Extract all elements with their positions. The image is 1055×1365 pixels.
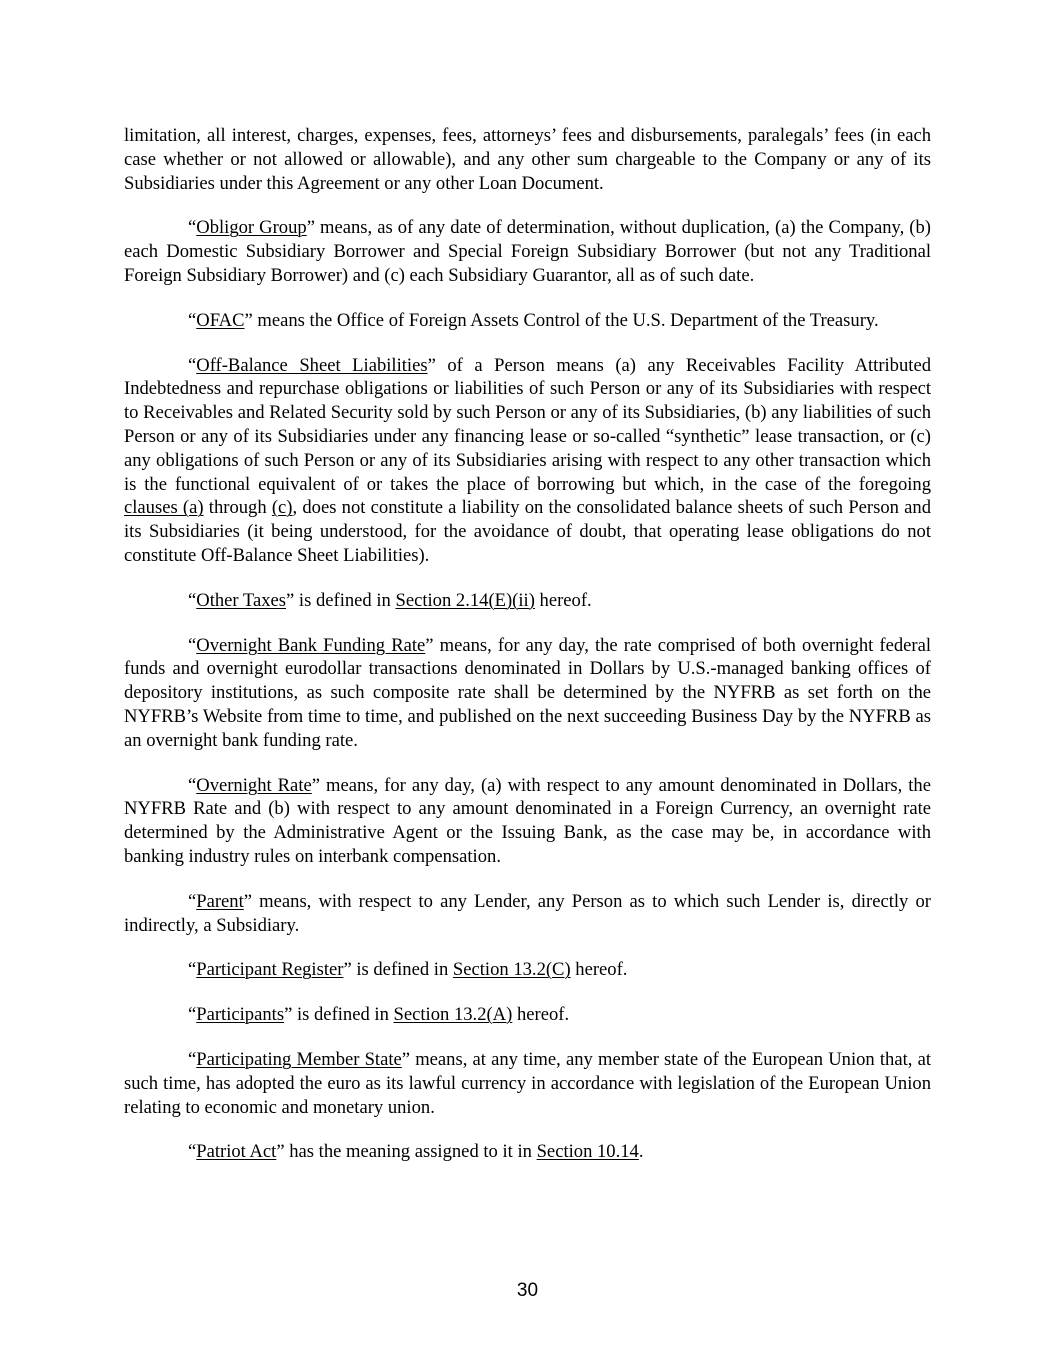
defined-term: Off-Balance Sheet Liabilities <box>196 354 428 376</box>
defined-term: Participants <box>196 1004 285 1026</box>
definition-overnight-rate: “Overnight Rate” means, for any day, (a) with respect to any amount denominated in Dollars, the NYFRB Rate and (b) with respect to any amount denominated in a Foreign Currency, an overnight rate determined by the Administrative Agent or the Issuing Bank, as the case may be, in accordance with banking industry rules on interbank compensation. <box>124 774 931 867</box>
continuation-paragraph <box>124 124 931 195</box>
definition-off-balance-sheet-liabilities: “Off-Balance Sheet Liabilities” of a Person means (a) any Receivables Facility Attributed Indebtedness and repurchase obligations or liabilities of such Person or any of its Subsidiaries with respect to Receivables and Related Security sold by such Person or any of its Subsidiaries, (b) any liabilities of such Person or any of its Subsidiaries under any financing lease or so-called “synthetic” lease transaction, or (c) any obligations of such Person or any of its Subsidiaries arising with respect to any other transaction which is the functional equivalent of or takes the place of borrowing but which, in the case of the foregoing clauses (a) through (c), does not constitute a liability on the consolidated balance sheets of such Person and its Subsidiaries (it being understood, for the avoidance of doubt, that operating lease obligations do not constitute Off-Balance Sheet Liabilities). <box>124 354 932 566</box>
cross-reference: Section 13.2(C) <box>452 959 571 981</box>
defined-term: Other Taxes <box>196 589 287 611</box>
definition-text: hereof. <box>512 1004 570 1026</box>
definition-text: ” of a Person means (a) any Receivables Facility Attributed Indebtedness and repurchase obligations or liabilities of such Person or any of its Subsidiaries with respect to Receivables and Related Security sold by such Person or any of its Subsidiaries, (b) any liabilities of such Person or any of its Subsidiaries under any financing lease or so-called “synthetic” lease transaction, or (c) any obligations of such Person or any of its Subsidiaries arising with respect to any other transaction which is the functional equivalent of or takes the place of borrowing but which, in the case of the foregoing <box>124 354 931 495</box>
definition-text: ” means, with respect to any Lender, any Person as to which such Lender is, directly or indirectly, a Subsidiary. <box>124 890 931 936</box>
page-number: 30 <box>516 1280 539 1301</box>
cross-reference: Section 2.14(E)(ii) <box>395 589 535 611</box>
cross-reference: clauses (a) <box>124 497 204 519</box>
document-body <box>124 124 931 1185</box>
cross-reference: (c) <box>271 497 293 519</box>
definition-text: . <box>638 1141 644 1163</box>
definition-text: ” is defined in <box>284 1004 394 1026</box>
defined-term: Participant Register <box>196 959 344 981</box>
defined-term: Overnight Bank Funding Rate <box>196 634 426 656</box>
definition-parent: “Parent” means, with respect to any Lender, any Person as to which such Lender is, directly or indirectly, a Subsidiary. <box>124 890 931 936</box>
cross-reference: Section 13.2(A) <box>393 1004 513 1026</box>
defined-term: Patriot Act <box>196 1141 277 1163</box>
defined-term: Obligor Group <box>196 217 307 239</box>
definition-text: ” is defined in <box>343 959 453 981</box>
definition-other-taxes: “Other Taxes” is defined in Section 2.14(E)(ii) hereof. <box>188 589 592 611</box>
definition-text: ” means, as of any date of determination, without duplication, (a) the Company, (b) each Domestic Subsidiary Borrower and Special Foreign Subsidiary Borrower (but not any Traditional Foreign Subsidiary Borrower) and (c) each Subsidiary Guarantor, all as of such date. <box>124 217 931 286</box>
definition-text: ” is defined in <box>286 589 396 611</box>
definition-participant-register: “Participant Register” is defined in Section 13.2(C) hereof. <box>188 959 628 981</box>
definition-text: hereof. <box>534 589 592 611</box>
definition-obligor-group: “Obligor Group” means, as of any date of determination, without duplication, (a) the Company, (b) each Domestic Subsidiary Borrower and Special Foreign Subsidiary Borrower (but not any Traditional Foreign Subsidiary Borrower) and (c) each Subsidiary Guarantor, all as of such date. <box>124 217 931 286</box>
definition-text: hereof. <box>570 959 628 981</box>
defined-term: OFAC <box>196 309 245 331</box>
definition-ofac: “OFAC” means the Office of Foreign Assets Control of the U.S. Department of the Treasury. <box>188 309 879 331</box>
cross-reference: Section 10.14 <box>536 1141 639 1163</box>
definition-text: ” has the meaning assigned to it in <box>276 1141 537 1163</box>
defined-term: Participating Member State <box>196 1048 402 1070</box>
definition-text: ” means the Office of Foreign Assets Control of the U.S. Department of the Treasury. <box>244 309 879 331</box>
definition-text: through <box>203 497 272 519</box>
defined-term: Parent <box>196 890 244 912</box>
definition-overnight-bank-funding-rate: “Overnight Bank Funding Rate” means, for any day, the rate comprised of both overnight federal funds and overnight eurodollar transactions denominated in Dollars by U.S.-managed banking offices of depository institutions, as such composite rate shall be determined by the NYFRB as set forth on the NYFRB’s Website from time to time, and published on the next succeeding Business Day by the NYFRB as an overnight bank funding rate. <box>124 634 931 751</box>
definition-patriot-act: “Patriot Act” has the meaning assigned to it in Section 10.14. <box>188 1141 644 1163</box>
definition-participants: “Participants” is defined in Section 13.2(A) hereof. <box>188 1004 570 1026</box>
continuation-text: limitation, all interest, charges, expenses, fees, attorneys’ fees and disbursements, paralegals’ fees (in each case whether or not allowed or allowable), and any other sum chargeable to the Company or any of its Subsidiaries under this Agreement or any other Loan Document. <box>124 125 931 194</box>
defined-term: Overnight Rate <box>196 774 312 796</box>
definition-text: ” means, for any day, (a) with respect to any amount denominated in Dollars, the NYFRB Rate and (b) with respect to any amount denominated in a Foreign Currency, an overnight rate determined by the Administrative Agent or the Issuing Bank, as the case may be, in accordance with banking industry rules on interbank compensation. <box>124 774 931 867</box>
definition-text: ” means, at any time, any member state of the European Union that, at such time, has adopted the euro as its lawful currency in accordance with legislation of the European Union relating to economic and monetary union. <box>124 1048 931 1118</box>
definition-participating-member-state: “Participating Member State” means, at any time, any member state of the European Union that, at such time, has adopted the euro as its lawful currency in accordance with legislation of the European Union relating to economic and monetary union. <box>124 1048 931 1118</box>
definition-text: , does not constitute a liability on the consolidated balance sheets of such Person and its Subsidiaries (it being understood, for the avoidance of doubt, that operating lease obligations do not constitute Off-Balance Sheet Liabilities). <box>124 497 932 566</box>
definition-text: ” means, for any day, the rate comprised of both overnight federal funds and overnight eurodollar transactions denominated in Dollars by U.S.-managed banking offices of depository institutions, as such composite rate shall be determined by the NYFRB as set forth on the NYFRB’s Website from time to time, and published on the next succeeding Business Day by the NYFRB as an overnight bank funding rate. <box>124 634 931 751</box>
